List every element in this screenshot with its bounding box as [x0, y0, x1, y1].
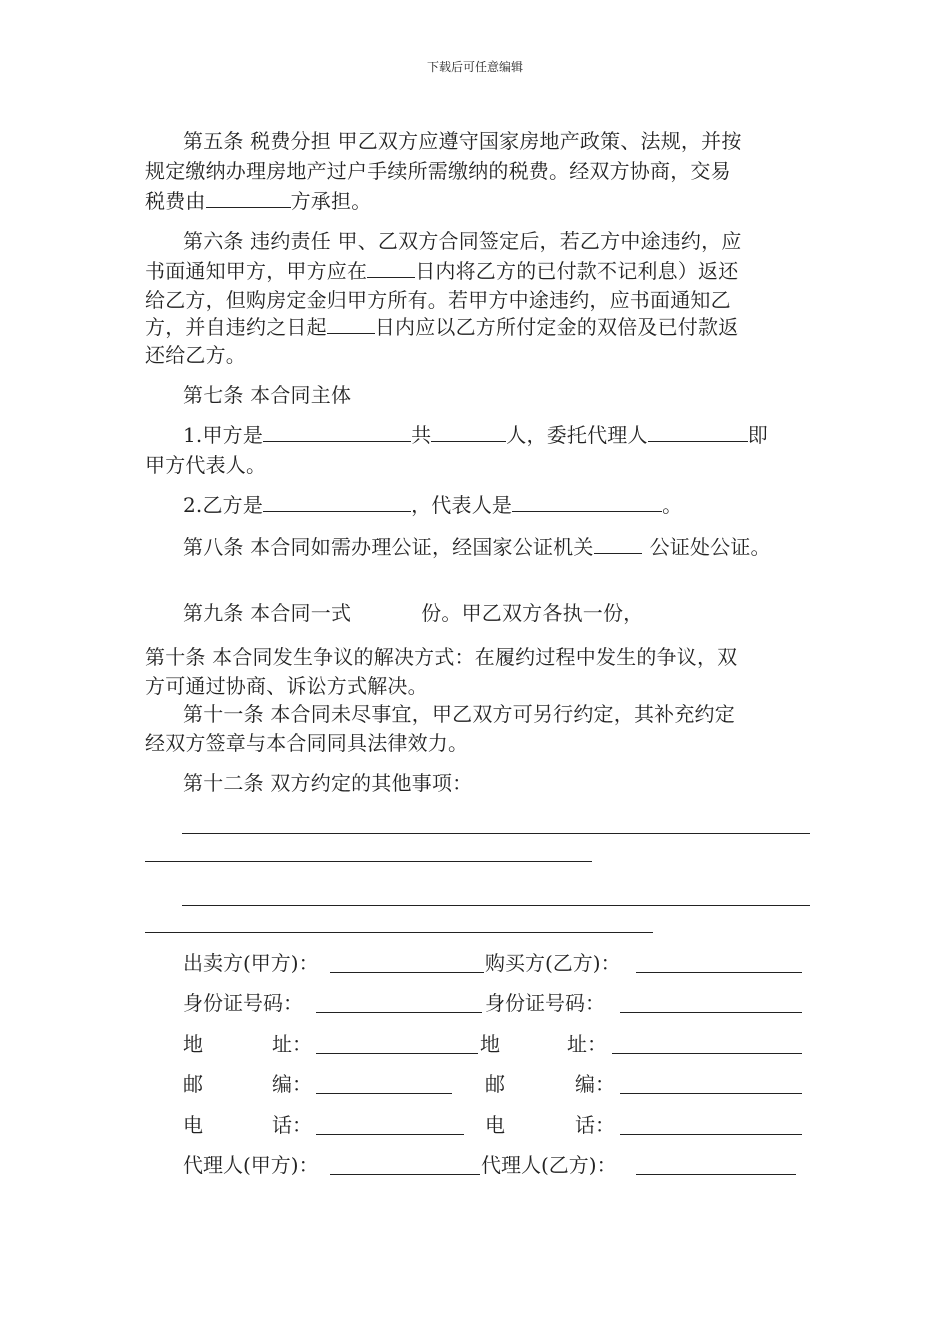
article9-text-a: 第九条 本合同一式	[183, 601, 352, 625]
page-header: 下载后可任意编辑	[426, 60, 523, 74]
id-right-label: 身份证号码：	[485, 991, 605, 1015]
article11-line1: 第十一条 本合同未尽事宜，甲乙双方可另行约定，其补充约定	[183, 702, 735, 726]
buyer-blank[interactable]	[636, 972, 802, 973]
phone-right-char2: 话：	[575, 1113, 615, 1137]
tax-bearer-blank[interactable]	[206, 187, 291, 208]
seller-label: 出卖方(甲方)：	[183, 951, 319, 975]
article6-line3: 给乙方，但购房定金归甲方所有。若甲方中途违约，应书面通知乙	[145, 288, 731, 312]
party-a-namely: 即	[747, 423, 768, 447]
other-matters-line-4[interactable]	[145, 932, 653, 933]
refund-days-blank[interactable]	[367, 257, 415, 278]
other-matters-line-1[interactable]	[182, 833, 810, 834]
buyer-label: 购买方(乙方)：	[485, 951, 621, 975]
article6-line4	[145, 312, 825, 342]
agent-right-blank[interactable]	[636, 1174, 796, 1175]
agent-right-label: 代理人(乙方)：	[481, 1153, 617, 1177]
party-b-period: 。	[662, 493, 683, 517]
article8-text-a: 第八条 本合同如需办理公证，经国家公证机关	[183, 535, 594, 559]
id-left-label: 身份证号码：	[183, 991, 303, 1015]
article6-line5: 还给乙方。	[145, 343, 246, 367]
article6-text-c: 方，并自违约之日起	[145, 315, 327, 339]
id-left-blank[interactable]	[316, 1012, 482, 1013]
party-a-name-blank[interactable]	[263, 421, 411, 442]
article7-party-a	[183, 420, 863, 450]
seller-blank[interactable]	[330, 972, 484, 973]
article11-line2: 经双方签章与本合同同具法律效力。	[145, 731, 469, 755]
article7-title: 第七条 本合同主体	[183, 383, 352, 407]
zip-right-char1: 邮	[485, 1072, 505, 1096]
article5-line3	[145, 186, 825, 216]
article6-line2	[145, 256, 825, 286]
article9-text-b: 份。甲乙双方各执一份，	[421, 601, 644, 625]
agent-left-blank[interactable]	[330, 1174, 480, 1175]
party-a-agent-blank[interactable]	[648, 421, 748, 442]
phone-right-char1: 电	[485, 1113, 505, 1137]
address-right-char1: 地	[480, 1032, 500, 1056]
address-left-blank[interactable]	[316, 1053, 478, 1054]
party-b-name-blank[interactable]	[263, 491, 411, 512]
id-right-blank[interactable]	[620, 1012, 802, 1013]
article6-text-b: 日内将乙方的已付款不记利息）返还	[415, 259, 739, 283]
other-matters-line-3[interactable]	[182, 905, 810, 906]
article5-line1: 第五条 税费分担 甲乙双方应遵守国家房地产政策、法规，并按	[183, 129, 742, 153]
article6-text-a: 书面通知甲方，甲方应在	[145, 259, 368, 283]
phone-right-blank[interactable]	[620, 1134, 802, 1135]
party-a-count-blank[interactable]	[431, 421, 506, 442]
address-left-char1: 地	[183, 1032, 203, 1056]
phone-left-char1: 电	[183, 1113, 203, 1137]
article8-text-b: 公证处公证。	[649, 535, 771, 559]
zip-left-blank[interactable]	[316, 1093, 452, 1094]
article5-text-b: 方承担。	[290, 189, 372, 213]
address-right-blank[interactable]	[612, 1053, 802, 1054]
phone-left-blank[interactable]	[316, 1134, 464, 1135]
zip-right-char2: 编：	[575, 1072, 615, 1096]
article10-line2: 方可通过协商、诉讼方式解决。	[145, 674, 428, 698]
article6-text-d: 日内应以乙方所付定金的双倍及已付款返	[374, 315, 739, 339]
agent-left-label: 代理人(甲方)：	[183, 1153, 319, 1177]
article9	[183, 598, 863, 628]
zip-left-char2: 编：	[272, 1072, 312, 1096]
notary-office-blank[interactable]	[594, 533, 642, 554]
party-b-rep-label: ，代表人是	[411, 493, 513, 517]
other-matters-line-2[interactable]	[145, 861, 592, 862]
party-a-agent-label: 人，委托代理人	[506, 423, 648, 447]
article12-title: 第十二条 双方约定的其他事项：	[183, 771, 473, 795]
article7-party-b	[183, 490, 863, 520]
address-left-char2: 址：	[272, 1032, 312, 1056]
article6-line1: 第六条 违约责任 甲、乙双方合同签定后，若乙方中途违约，应	[183, 229, 742, 253]
party-b-rep-blank[interactable]	[512, 491, 662, 512]
party-a-label: 1.甲方是	[183, 423, 264, 447]
zip-left-char1: 邮	[183, 1072, 203, 1096]
article5-line2: 规定缴纳办理房地产过户手续所需缴纳的税费。经双方协商，交易	[145, 159, 731, 183]
party-a-total-label: 共	[411, 423, 432, 447]
article7-party-a-line2: 甲方代表人。	[145, 453, 267, 477]
zip-right-blank[interactable]	[620, 1093, 802, 1094]
phone-left-char2: 话：	[272, 1113, 312, 1137]
address-right-char2: 址：	[567, 1032, 607, 1056]
article10-line1: 第十条 本合同发生争议的解决方式：在履约过程中发生的争议，双	[145, 645, 738, 669]
article8	[183, 532, 863, 562]
penalty-days-blank[interactable]	[327, 313, 375, 334]
article5-text-a: 税费由	[145, 189, 206, 213]
party-b-label: 2.乙方是	[183, 493, 264, 517]
